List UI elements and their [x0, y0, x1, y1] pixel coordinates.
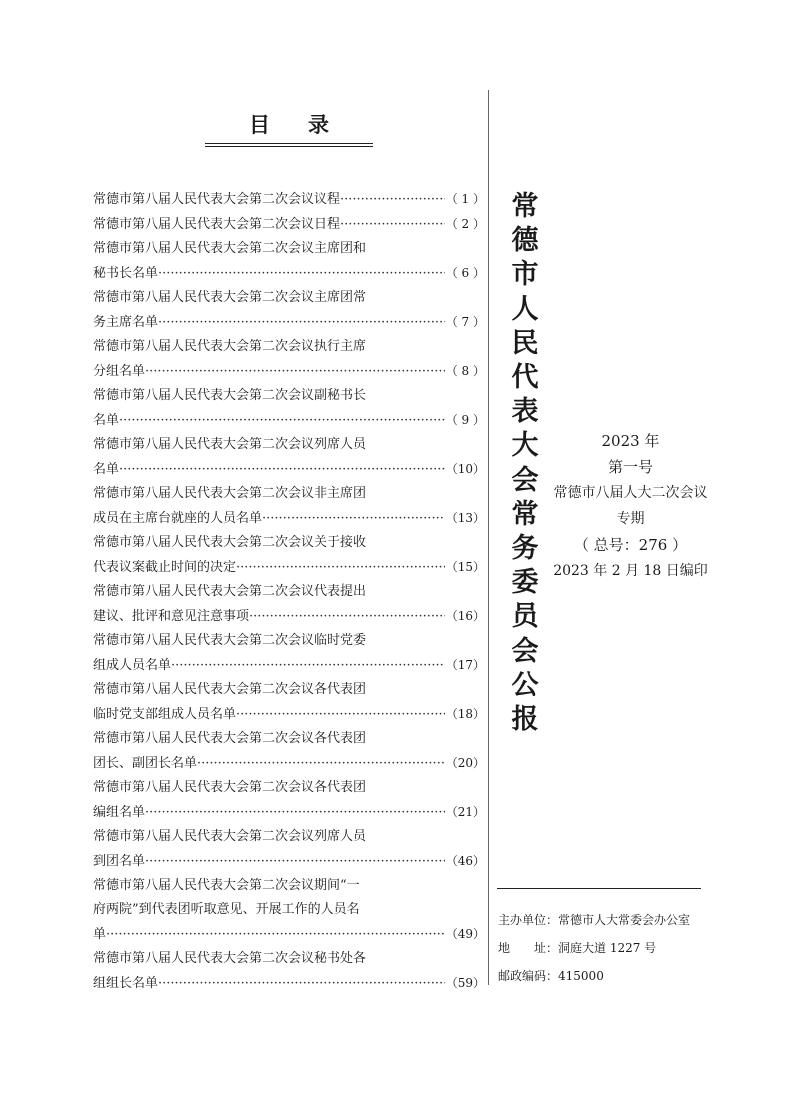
- toc-entry[interactable]: [93, 874, 485, 947]
- toc-entry[interactable]: [93, 433, 485, 482]
- address-row: [498, 934, 728, 962]
- dot-leader: [119, 458, 445, 482]
- sponsor-label: 主办单位：: [498, 913, 559, 927]
- toc-page-number: （16）: [445, 609, 485, 623]
- toc-entry-line: [93, 359, 485, 384]
- toc-entry-title: 常德市第八届人民代表大会第二次会议日程: [93, 217, 341, 232]
- toc-entry-line: [93, 653, 485, 678]
- toc-page-number: （21）: [445, 805, 485, 819]
- toc-entry-line: [93, 335, 485, 359]
- address-label: 地 址：: [498, 941, 559, 955]
- toc-entry-line: [93, 971, 485, 996]
- toc-title: 目录: [249, 113, 367, 137]
- dot-leader: [340, 213, 445, 237]
- toc-entry-title: 常德市第八届人民代表大会第二次会议秘书处各: [93, 951, 367, 966]
- toc-entry-title: 常德市第八届人民代表大会第二次会议期间“一: [93, 878, 360, 893]
- toc-page-number: （ 6 ）: [445, 266, 485, 280]
- toc-entry-line: [93, 922, 485, 947]
- toc-entry-line: [93, 825, 485, 849]
- toc-entry[interactable]: [93, 335, 485, 384]
- toc-entry[interactable]: [93, 187, 485, 212]
- dot-leader: [158, 262, 445, 286]
- dot-leader: [145, 801, 445, 825]
- toc-entry-line: [93, 261, 485, 286]
- toc-entry-line: [93, 727, 485, 751]
- toc-entry-title: 常德市第八届人民代表大会第二次会议副秘书长: [93, 388, 367, 403]
- toc-page-number: （46）: [445, 854, 485, 868]
- toc-entry-title: 成员在主席台就座的人员名单: [93, 511, 263, 526]
- publisher-info: [498, 906, 728, 990]
- issue-serial: （ 总号：276 ）: [573, 536, 688, 554]
- dot-leader: [145, 360, 445, 384]
- toc-entry-line: [93, 580, 485, 604]
- toc-entry-line: [93, 849, 485, 874]
- toc-entry-line: [93, 776, 485, 800]
- toc-entry-line: [93, 531, 485, 555]
- toc-entry[interactable]: [93, 825, 485, 874]
- toc-page-number: （ 1 ）: [445, 192, 485, 206]
- toc-entry[interactable]: [93, 286, 485, 335]
- dot-leader: [236, 556, 445, 580]
- sponsor-value: 常德市人大常委会办公室: [558, 913, 691, 927]
- toc-entry-title: 到团名单: [93, 854, 146, 869]
- toc-entry-title: 常德市第八届人民代表大会第二次会议执行主席: [93, 339, 367, 354]
- toc-entry-title: 常德市第八届人民代表大会第二次会议列席人员: [93, 437, 367, 452]
- toc-entry-line: [93, 212, 485, 237]
- toc-entry[interactable]: [93, 482, 485, 531]
- toc-entry-line: [93, 555, 485, 580]
- toc-entry-title: 组组长名单: [93, 976, 159, 991]
- toc-entry-title: 府两院”到代表团听取意见、开展工作的人员名: [93, 902, 360, 917]
- toc-entry-title: 常德市第八届人民代表大会第二次会议主席团和: [93, 241, 367, 256]
- postcode-label: 邮政编码：: [498, 969, 559, 983]
- toc-entry-title: 临时党支部组成人员名单: [93, 707, 237, 722]
- toc-entry-title: 务主席名单: [93, 315, 159, 330]
- toc-entry-line: [93, 751, 485, 776]
- dot-leader: [145, 850, 445, 874]
- toc-page-number: （10）: [445, 462, 485, 476]
- toc-entry-title: 编组名单: [93, 805, 146, 820]
- address-value: 洞庭大道 1227 号: [558, 941, 657, 955]
- issue-info: [548, 428, 713, 584]
- toc-entry-line: [93, 384, 485, 408]
- toc-page-number: （18）: [445, 707, 485, 721]
- toc-entry[interactable]: [93, 776, 485, 825]
- issue-number: 第一号: [607, 458, 653, 476]
- issue-year: 2023 年: [601, 432, 660, 450]
- dot-leader: [158, 972, 445, 996]
- dot-leader: [119, 409, 445, 433]
- dot-leader: [106, 923, 445, 947]
- dot-leader: [340, 188, 445, 212]
- toc-entry-title: 常德市第八届人民代表大会第二次会议列席人员: [93, 829, 367, 844]
- toc-entry-line: [93, 310, 485, 335]
- toc-entry-title: 建议、批评和意见注意事项: [93, 609, 250, 624]
- toc-entry-title: 常德市第八届人民代表大会第二次会议临时党委: [93, 633, 367, 648]
- toc-entry-line: [93, 457, 485, 482]
- toc-entry-line: [93, 678, 485, 702]
- toc-page-number: （ 2 ）: [445, 217, 485, 231]
- dot-leader: [262, 507, 445, 531]
- postcode-value: 415000: [558, 969, 604, 983]
- dot-leader: [197, 752, 445, 776]
- title-rule-lower: [205, 146, 373, 147]
- toc-entry-title: 秘书长名单: [93, 266, 159, 281]
- masthead-title: 常德市人民代表大会常务委员会公报: [511, 191, 539, 736]
- toc-entry-title: 常德市第八届人民代表大会第二次会议非主席团: [93, 486, 367, 501]
- toc-entry-line: [93, 433, 485, 457]
- toc-entry-line: [93, 237, 485, 261]
- column-divider: [488, 90, 489, 985]
- toc-entry-title: 名单: [93, 462, 120, 477]
- toc-entry-line: [93, 898, 485, 922]
- toc-entry[interactable]: [93, 580, 485, 629]
- toc-entry-line: [93, 286, 485, 310]
- issue-date: 2023 年 2 月 18 日编印: [553, 563, 708, 579]
- toc-entry-title: 组成人员名单: [93, 658, 172, 673]
- postcode-row: [498, 962, 728, 990]
- footer-rule: [497, 888, 701, 889]
- toc-entry[interactable]: [93, 212, 485, 237]
- toc-list: [93, 187, 485, 996]
- toc-entry-title: 常德市第八届人民代表大会第二次会议各代表团: [93, 780, 367, 795]
- toc-page-number: （ 9 ）: [445, 413, 485, 427]
- sponsor-row: [498, 906, 728, 934]
- toc-entry-title: 常德市第八届人民代表大会第二次会议主席团常: [93, 290, 367, 305]
- toc-entry[interactable]: [93, 629, 485, 678]
- toc-entry-title: 分组名单: [93, 364, 146, 379]
- toc-entry[interactable]: [93, 531, 485, 580]
- toc-page-number: （13）: [445, 511, 485, 525]
- toc-page-number: （15）: [445, 560, 485, 574]
- toc-entry[interactable]: [93, 384, 485, 433]
- toc-entry-line: [93, 482, 485, 506]
- toc-page-number: （17）: [445, 658, 485, 672]
- toc-entry-title: 单: [93, 927, 107, 942]
- toc-page-number: （ 8 ）: [445, 364, 485, 378]
- toc-entry-title: 常德市第八届人民代表大会第二次会议各代表团: [93, 682, 367, 697]
- toc-entry[interactable]: [93, 237, 485, 286]
- dot-leader: [236, 703, 445, 727]
- toc-entry-line: [93, 702, 485, 727]
- toc-page-number: （20）: [445, 756, 485, 770]
- toc-entry-line: [93, 187, 485, 212]
- toc-entry-title: 常德市第八届人民代表大会第二次会议关于接收: [93, 535, 367, 550]
- toc-entry-title: 常德市第八届人民代表大会第二次会议代表提出: [93, 584, 367, 599]
- dot-leader: [158, 311, 445, 335]
- toc-page-number: （ 7 ）: [445, 315, 485, 329]
- toc-entry-line: [93, 947, 485, 971]
- toc-page-number: （49）: [445, 927, 485, 941]
- issue-special: 常德市八届人大二次会议专期: [553, 485, 708, 527]
- toc-entry-line: [93, 408, 485, 433]
- dot-leader: [249, 605, 445, 629]
- toc-page-number: （59）: [445, 976, 485, 990]
- toc-entry-line: [93, 629, 485, 653]
- toc-entry[interactable]: [93, 947, 485, 996]
- toc-entry-title: 团长、副团长名单: [93, 756, 198, 771]
- toc-entry-line: [93, 874, 485, 898]
- title-rule-upper: [205, 143, 373, 144]
- toc-entry-line: [93, 800, 485, 825]
- toc-entry-line: [93, 604, 485, 629]
- toc-entry[interactable]: [93, 678, 485, 727]
- toc-entry-title: 代表议案截止时间的决定: [93, 560, 237, 575]
- toc-entry-title: 常德市第八届人民代表大会第二次会议各代表团: [93, 731, 367, 746]
- dot-leader: [171, 654, 445, 678]
- toc-entry-title: 名单: [93, 413, 120, 428]
- toc-entry-line: [93, 506, 485, 531]
- toc-entry[interactable]: [93, 727, 485, 776]
- toc-entry-title: 常德市第八届人民代表大会第二次会议议程: [93, 192, 341, 207]
